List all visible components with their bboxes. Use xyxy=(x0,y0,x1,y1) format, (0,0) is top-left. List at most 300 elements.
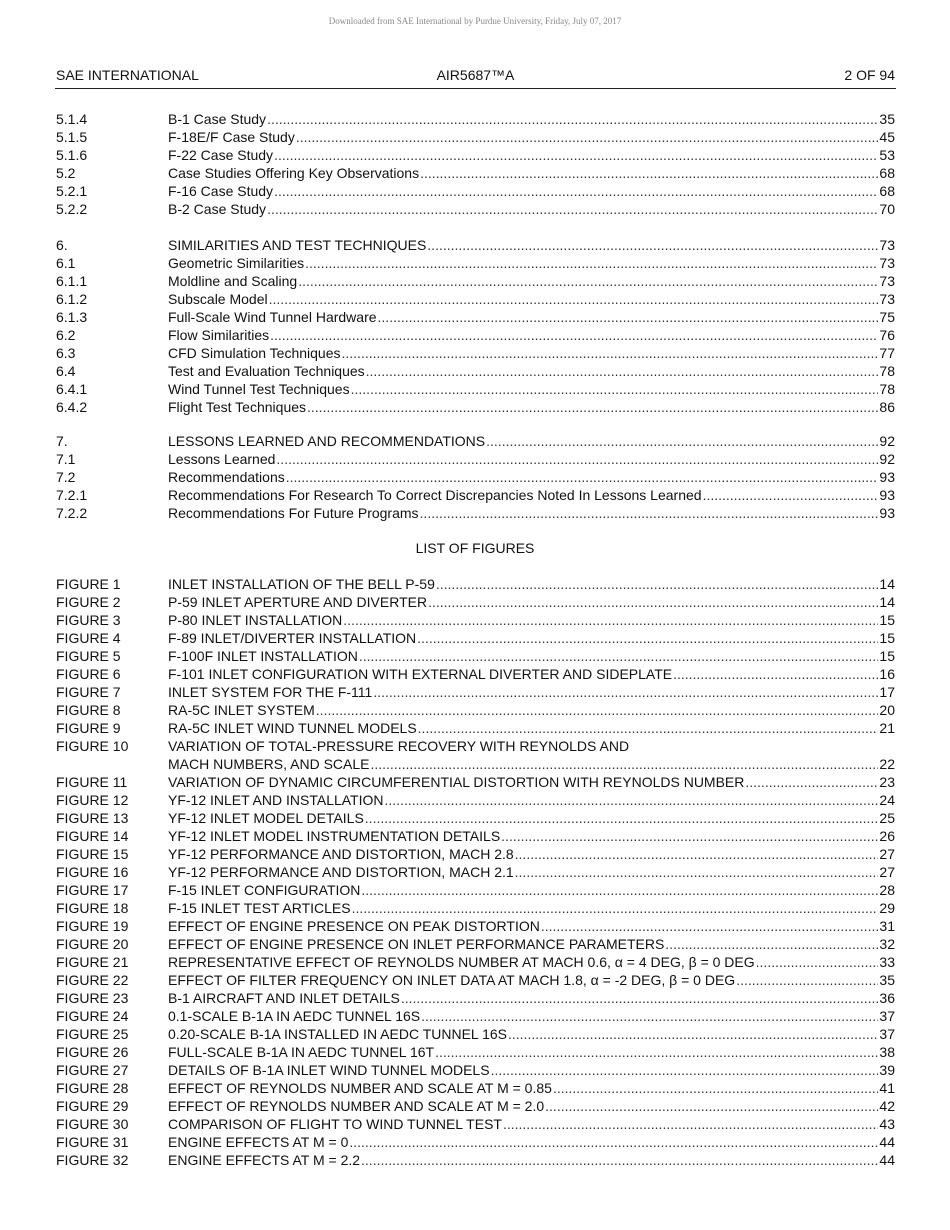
dot-leader xyxy=(385,791,879,809)
entry-body xyxy=(168,468,895,486)
entry-body xyxy=(168,1097,895,1115)
entry-body xyxy=(168,308,895,326)
figure-number: FIGURE 18 xyxy=(56,900,129,916)
figure-entry[interactable] xyxy=(56,935,895,953)
dot-leader xyxy=(316,701,879,719)
page-ref: 38 xyxy=(879,1044,895,1060)
figure-number: FIGURE 31 xyxy=(56,1134,129,1150)
dot-leader xyxy=(501,827,878,845)
page-ref: 73 xyxy=(879,273,895,289)
entry-title: YF-12 PERFORMANCE AND DISTORTION, MACH 2.1 xyxy=(168,864,514,880)
entry-title: Recommendations For Research To Correct Discrepancies Noted In Lessons Learned xyxy=(168,487,702,503)
dot-leader xyxy=(298,272,878,290)
entry-title: Flight Test Techniques xyxy=(168,399,307,415)
entry-body xyxy=(168,863,895,881)
figure-number: FIGURE 15 xyxy=(56,846,129,862)
dot-leader xyxy=(343,611,878,629)
entry-title: F-15 INLET TEST ARTICLES xyxy=(168,900,351,916)
entry-title: INLET INSTALLATION OF THE BELL P-59 xyxy=(168,576,435,592)
figure-entry[interactable] xyxy=(56,791,895,809)
dot-leader xyxy=(274,182,878,200)
page-header xyxy=(56,67,895,85)
entry-title: EFFECT OF REYNOLDS NUMBER AND SCALE AT M = 0.85 xyxy=(168,1080,552,1096)
section-number: 7.1 xyxy=(56,451,76,467)
entry-body xyxy=(168,719,895,737)
section-number: 5.2 xyxy=(56,165,76,181)
figure-number: FIGURE 16 xyxy=(56,864,129,880)
dot-leader xyxy=(418,719,879,737)
section-number: 6.1 xyxy=(56,255,76,271)
figure-number: FIGURE 17 xyxy=(56,882,129,898)
toc-entry[interactable] xyxy=(56,146,895,164)
dot-leader xyxy=(307,398,878,416)
entry-title: B-2 Case Study xyxy=(168,201,267,217)
toc-entry[interactable] xyxy=(56,344,895,362)
toc-entry[interactable] xyxy=(56,398,895,416)
entry-title: COMPARISON OF FLIGHT TO WIND TUNNEL TEST xyxy=(168,1116,502,1132)
entry-title: YF-12 INLET MODEL DETAILS xyxy=(168,810,364,826)
entry-body xyxy=(168,737,895,773)
entry-body xyxy=(168,236,895,254)
entry-body xyxy=(168,701,895,719)
figure-entry[interactable] xyxy=(56,575,895,593)
page-ref: 42 xyxy=(879,1098,895,1114)
figure-number: FIGURE 4 xyxy=(56,630,121,646)
page-ref: 28 xyxy=(879,882,895,898)
page-ref: 35 xyxy=(879,111,895,127)
entry-body xyxy=(168,362,895,380)
toc-entry[interactable] xyxy=(56,504,895,522)
dot-leader xyxy=(756,953,879,971)
entry-body xyxy=(168,1151,895,1169)
entry-title: B-1 Case Study xyxy=(168,111,267,127)
page-ref: 68 xyxy=(879,183,895,199)
entry-body xyxy=(168,953,895,971)
page-ref: 27 xyxy=(879,846,895,862)
figure-number: FIGURE 25 xyxy=(56,1026,129,1042)
page-ref: 44 xyxy=(879,1152,895,1168)
entry-title: YF-12 INLET AND INSTALLATION xyxy=(168,792,384,808)
toc-entry[interactable] xyxy=(56,468,895,486)
dot-leader xyxy=(267,200,878,218)
dot-leader xyxy=(373,683,878,701)
entry-body xyxy=(168,809,895,827)
dot-leader xyxy=(305,254,878,272)
entry-body xyxy=(168,1025,895,1043)
dot-leader xyxy=(736,971,878,989)
page-ref: 77 xyxy=(879,345,895,361)
page-ref: 92 xyxy=(879,433,895,449)
entry-body xyxy=(168,344,895,362)
dot-leader xyxy=(365,809,879,827)
entry-body xyxy=(168,593,895,611)
entry-body xyxy=(168,326,895,344)
entry-title: Flow Similarities xyxy=(168,327,270,343)
figure-number: FIGURE 23 xyxy=(56,990,129,1006)
figure-entry[interactable] xyxy=(56,827,895,845)
page-ref: 78 xyxy=(879,381,895,397)
figure-entry[interactable] xyxy=(56,683,895,701)
figure-number: FIGURE 21 xyxy=(56,954,129,970)
figure-number: FIGURE 30 xyxy=(56,1116,129,1132)
entry-body xyxy=(168,899,895,917)
entry-title: 0.1-SCALE B-1A IN AEDC TUNNEL 16S xyxy=(168,1008,421,1024)
toc-entry[interactable] xyxy=(56,200,895,218)
dot-leader xyxy=(436,575,879,593)
figure-entry[interactable] xyxy=(56,1133,895,1151)
page-ref: 68 xyxy=(879,165,895,181)
section-number: 6.1.3 xyxy=(56,309,88,325)
dot-leader xyxy=(545,1097,878,1115)
entry-title: Full-Scale Wind Tunnel Hardware xyxy=(168,309,377,325)
entry-body xyxy=(168,164,895,182)
dot-leader xyxy=(351,380,879,398)
toc-entry[interactable] xyxy=(56,308,895,326)
figure-entry[interactable] xyxy=(56,647,895,665)
page-ref: 14 xyxy=(879,594,895,610)
dot-leader xyxy=(703,486,879,504)
figure-entry[interactable] xyxy=(56,665,895,683)
entry-body xyxy=(168,845,895,863)
entry-body xyxy=(168,611,895,629)
entry-title: REPRESENTATIVE EFFECT OF REYNOLDS NUMBER AT MACH 0.6, α = 4 DEG, β = 0 DEG xyxy=(168,954,755,970)
entry-body xyxy=(168,827,895,845)
entry-title-continued: MACH NUMBERS, AND SCALE xyxy=(168,756,370,772)
toc-entry[interactable] xyxy=(56,486,895,504)
dot-leader xyxy=(352,899,879,917)
dot-leader xyxy=(342,344,879,362)
figure-entry[interactable] xyxy=(56,773,895,791)
download-watermark: Downloaded from SAE International by Purdue University, Friday, July 07, 2017 xyxy=(328,16,622,26)
entry-title: VARIATION OF DYNAMIC CIRCUMFERENTIAL DISTORTION WITH REYNOLDS NUMBER xyxy=(168,774,745,790)
entry-body xyxy=(168,110,895,128)
entry-body xyxy=(168,1043,895,1061)
entry-title: DETAILS OF B-1A INLET WIND TUNNEL MODELS xyxy=(168,1062,490,1078)
dot-leader xyxy=(417,629,878,647)
entry-title: 0.20-SCALE B-1A INSTALLED IN AEDC TUNNEL 16S xyxy=(168,1026,507,1042)
page-ref: 15 xyxy=(879,648,895,664)
entry-body xyxy=(168,629,895,647)
page-ref: 21 xyxy=(879,720,895,736)
page-ref: 31 xyxy=(879,918,895,934)
figure-entry[interactable] xyxy=(56,1043,895,1061)
entry-title: P-80 INLET INSTALLATION xyxy=(168,612,343,628)
dot-leader xyxy=(515,845,879,863)
figure-entry[interactable] xyxy=(56,953,895,971)
dot-leader xyxy=(553,1079,878,1097)
figure-entry[interactable] xyxy=(56,881,895,899)
toc-section-5 xyxy=(56,110,895,218)
page-ref: 26 xyxy=(879,828,895,844)
figure-entry[interactable] xyxy=(56,1151,895,1169)
figure-number: FIGURE 8 xyxy=(56,702,121,718)
dot-leader xyxy=(503,1115,878,1133)
figure-entry[interactable] xyxy=(56,1115,895,1133)
toc-entry[interactable] xyxy=(56,164,895,182)
toc-entry[interactable] xyxy=(56,236,895,254)
page-ref: 39 xyxy=(879,1062,895,1078)
page-ref: 76 xyxy=(879,327,895,343)
section-number: 6.1.2 xyxy=(56,291,88,307)
entry-body xyxy=(168,935,895,953)
dot-leader xyxy=(276,450,878,468)
figure-entry[interactable] xyxy=(56,971,895,989)
entry-title: P-59 INLET APERTURE AND DIVERTER xyxy=(168,594,428,610)
page-ref: 15 xyxy=(879,612,895,628)
page-ref: 33 xyxy=(879,954,895,970)
entry-title: Subscale Model xyxy=(168,291,268,307)
figure-entry[interactable] xyxy=(56,737,895,773)
entry-body xyxy=(168,128,895,146)
page-ref: 93 xyxy=(879,487,895,503)
figure-number: FIGURE 26 xyxy=(56,1044,129,1060)
entry-title: Recommendations xyxy=(168,469,285,485)
toc-entry[interactable] xyxy=(56,362,895,380)
entry-body xyxy=(168,504,895,522)
dot-leader xyxy=(541,917,879,935)
figure-number: FIGURE 13 xyxy=(56,810,129,826)
entry-title: EFFECT OF ENGINE PRESENCE ON INLET PERFORMANCE PARAMETERS xyxy=(168,936,665,952)
entry-title: Lessons Learned xyxy=(168,451,276,467)
page-ref: 45 xyxy=(879,129,895,145)
entry-title: ENGINE EFFECTS AT M = 0 xyxy=(168,1134,349,1150)
entry-title: F-22 Case Study xyxy=(168,147,274,163)
entry-body xyxy=(168,1133,895,1151)
header-rule xyxy=(55,88,896,89)
entry-title: VARIATION OF TOTAL-PRESSURE RECOVERY WITH REYNOLDS AND xyxy=(168,738,630,754)
entry-title: Recommendations For Future Programs xyxy=(168,505,419,521)
entry-title: LESSONS LEARNED AND RECOMMENDATIONS xyxy=(168,433,486,449)
entry-body xyxy=(168,380,895,398)
toc-entry[interactable] xyxy=(56,128,895,146)
toc-entry[interactable] xyxy=(56,432,895,450)
toc-entry[interactable] xyxy=(56,272,895,290)
dot-leader xyxy=(491,1061,879,1079)
entry-title: Case Studies Offering Key Observations xyxy=(168,165,420,181)
figure-entry[interactable] xyxy=(56,1079,895,1097)
entry-title: Test and Evaluation Techniques xyxy=(168,363,365,379)
entry-title: Geometric Similarities xyxy=(168,255,305,271)
entry-body xyxy=(168,182,895,200)
section-number: 5.2.2 xyxy=(56,201,88,217)
page-ref: 86 xyxy=(879,399,895,415)
section-number: 7.2.1 xyxy=(56,487,88,503)
figure-entry[interactable] xyxy=(56,593,895,611)
figure-number: FIGURE 28 xyxy=(56,1080,129,1096)
entry-body xyxy=(168,486,895,504)
entry-title: RA-5C INLET WIND TUNNEL MODELS xyxy=(168,720,417,736)
entry-body xyxy=(168,665,895,683)
section-number: 7.2.2 xyxy=(56,505,88,521)
page-ref: 14 xyxy=(879,576,895,592)
entry-body xyxy=(168,917,895,935)
page-ref: 17 xyxy=(879,684,895,700)
page-ref: 44 xyxy=(879,1134,895,1150)
page-ref: 41 xyxy=(879,1080,895,1096)
figure-number: FIGURE 24 xyxy=(56,1008,129,1024)
entry-title: Wind Tunnel Test Techniques xyxy=(168,381,350,397)
dot-leader xyxy=(427,236,878,254)
entry-title: CFD Simulation Techniques xyxy=(168,345,341,361)
entry-body xyxy=(168,881,895,899)
toc-section-7 xyxy=(56,432,895,522)
page-ref: 73 xyxy=(879,255,895,271)
dot-leader xyxy=(515,863,879,881)
page-ref: 75 xyxy=(879,309,895,325)
toc-entry[interactable] xyxy=(56,110,895,128)
page-ref: 29 xyxy=(879,900,895,916)
page-ref: 24 xyxy=(879,792,895,808)
entry-title: F-16 Case Study xyxy=(168,183,274,199)
figure-number: FIGURE 10 xyxy=(56,738,129,754)
page-ref: 78 xyxy=(879,363,895,379)
figure-number: FIGURE 20 xyxy=(56,936,129,952)
figure-number: FIGURE 2 xyxy=(56,594,121,610)
dot-leader xyxy=(359,647,879,665)
entry-body xyxy=(168,254,895,272)
page-ref: 73 xyxy=(879,237,895,253)
dot-leader xyxy=(361,881,878,899)
figure-entry[interactable] xyxy=(56,701,895,719)
figure-entry[interactable] xyxy=(56,809,895,827)
figure-number: FIGURE 11 xyxy=(56,774,128,790)
dot-leader xyxy=(366,362,879,380)
header-organization: SAE INTERNATIONAL xyxy=(56,67,199,83)
section-number: 5.1.5 xyxy=(56,129,88,145)
toc-entry[interactable] xyxy=(56,326,895,344)
page-ref: 70 xyxy=(879,201,895,217)
figure-entry[interactable] xyxy=(56,863,895,881)
dot-leader xyxy=(421,1007,878,1025)
page-ref: 35 xyxy=(879,972,895,988)
toc-entry[interactable] xyxy=(56,380,895,398)
header-page-number: 2 OF 94 xyxy=(844,67,895,83)
dot-leader xyxy=(745,773,878,791)
entry-body xyxy=(168,200,895,218)
entry-title: B-1 AIRCRAFT AND INLET DETAILS xyxy=(168,990,400,1006)
figure-entry[interactable] xyxy=(56,1097,895,1115)
page-ref: 43 xyxy=(879,1116,895,1132)
entry-title: Moldline and Scaling xyxy=(168,273,298,289)
figure-entry[interactable] xyxy=(56,845,895,863)
list-of-figures-heading: LIST OF FIGURES xyxy=(415,540,535,556)
figure-number: FIGURE 12 xyxy=(56,792,129,808)
figure-entry[interactable] xyxy=(56,1061,895,1079)
entry-body xyxy=(168,146,895,164)
section-number: 6. xyxy=(56,237,68,253)
figure-number: FIGURE 22 xyxy=(56,972,129,988)
section-number: 5.1.6 xyxy=(56,147,88,163)
figure-number: FIGURE 14 xyxy=(56,828,129,844)
dot-leader xyxy=(673,665,878,683)
entry-line-2 xyxy=(168,755,895,773)
figure-number: FIGURE 32 xyxy=(56,1152,129,1168)
toc-entry[interactable] xyxy=(56,254,895,272)
figure-number: FIGURE 3 xyxy=(56,612,121,628)
entry-title: F-100F INLET INSTALLATION xyxy=(168,648,358,664)
dot-leader xyxy=(361,1151,878,1169)
page-ref: 23 xyxy=(879,774,895,790)
figure-entry[interactable] xyxy=(56,629,895,647)
entry-title: F-18E/F Case Study xyxy=(168,129,295,145)
page-ref: 92 xyxy=(879,451,895,467)
dot-leader xyxy=(378,308,879,326)
section-number: 6.4.1 xyxy=(56,381,88,397)
dot-leader xyxy=(420,504,879,522)
figure-entry[interactable] xyxy=(56,1025,895,1043)
figure-number: FIGURE 6 xyxy=(56,666,121,682)
entry-body xyxy=(168,1061,895,1079)
page-ref: 37 xyxy=(879,1008,895,1024)
entry-body xyxy=(168,432,895,450)
figure-number: FIGURE 27 xyxy=(56,1062,129,1078)
page-ref: 93 xyxy=(879,505,895,521)
toc-section-6 xyxy=(56,236,895,416)
entry-body xyxy=(168,398,895,416)
dot-leader xyxy=(428,593,878,611)
figure-number: FIGURE 29 xyxy=(56,1098,129,1114)
section-number: 7.2 xyxy=(56,469,76,485)
entry-title: RA-5C INLET SYSTEM xyxy=(168,702,315,718)
section-number: 6.3 xyxy=(56,345,76,361)
figure-entry[interactable] xyxy=(56,899,895,917)
page-ref: 93 xyxy=(879,469,895,485)
entry-title: YF-12 INLET MODEL INSTRUMENTATION DETAILS xyxy=(168,828,501,844)
toc-entry[interactable] xyxy=(56,290,895,308)
figure-entry[interactable] xyxy=(56,917,895,935)
figure-number: FIGURE 19 xyxy=(56,918,129,934)
page-ref: 15 xyxy=(879,630,895,646)
entry-title: EFFECT OF REYNOLDS NUMBER AND SCALE AT M = 2.0 xyxy=(168,1098,545,1114)
entry-body xyxy=(168,683,895,701)
section-number: 7. xyxy=(56,433,68,449)
list-of-figures xyxy=(56,575,895,1169)
section-number: 6.4.2 xyxy=(56,399,88,415)
figure-entry[interactable] xyxy=(56,1007,895,1025)
dot-leader xyxy=(269,290,879,308)
entry-title: EFFECT OF FILTER FREQUENCY ON INLET DATA AT MACH 1.8, α = -2 DEG, β = 0 DEG xyxy=(168,972,736,988)
page-ref: 32 xyxy=(879,936,895,952)
dot-leader xyxy=(420,164,878,182)
dot-leader xyxy=(270,326,878,344)
entry-title: F-15 INLET CONFIGURATION xyxy=(168,882,361,898)
figure-entry[interactable] xyxy=(56,989,895,1007)
page-ref: 73 xyxy=(879,291,895,307)
entry-title: EFFECT OF ENGINE PRESENCE ON PEAK DISTORTION xyxy=(168,918,540,934)
dot-leader xyxy=(435,1043,878,1061)
entry-title: FULL-SCALE B-1A IN AEDC TUNNEL 16T xyxy=(168,1044,435,1060)
entry-body xyxy=(168,989,895,1007)
entry-body xyxy=(168,773,895,791)
toc-entry[interactable] xyxy=(56,450,895,468)
figure-entry[interactable] xyxy=(56,611,895,629)
dot-leader xyxy=(370,755,878,773)
entry-body xyxy=(168,971,895,989)
figure-number: FIGURE 7 xyxy=(56,684,121,700)
page-ref: 27 xyxy=(879,864,895,880)
dot-leader xyxy=(665,935,878,953)
page-ref: 37 xyxy=(879,1026,895,1042)
entry-body xyxy=(168,290,895,308)
section-number: 5.1.4 xyxy=(56,111,88,127)
figure-entry[interactable] xyxy=(56,719,895,737)
entry-body xyxy=(168,791,895,809)
dot-leader xyxy=(349,1133,878,1151)
header-document-id: AIR5687™A xyxy=(436,67,515,83)
toc-entry[interactable] xyxy=(56,182,895,200)
entry-body xyxy=(168,647,895,665)
entry-title: ENGINE EFFECTS AT M = 2.2 xyxy=(168,1152,361,1168)
